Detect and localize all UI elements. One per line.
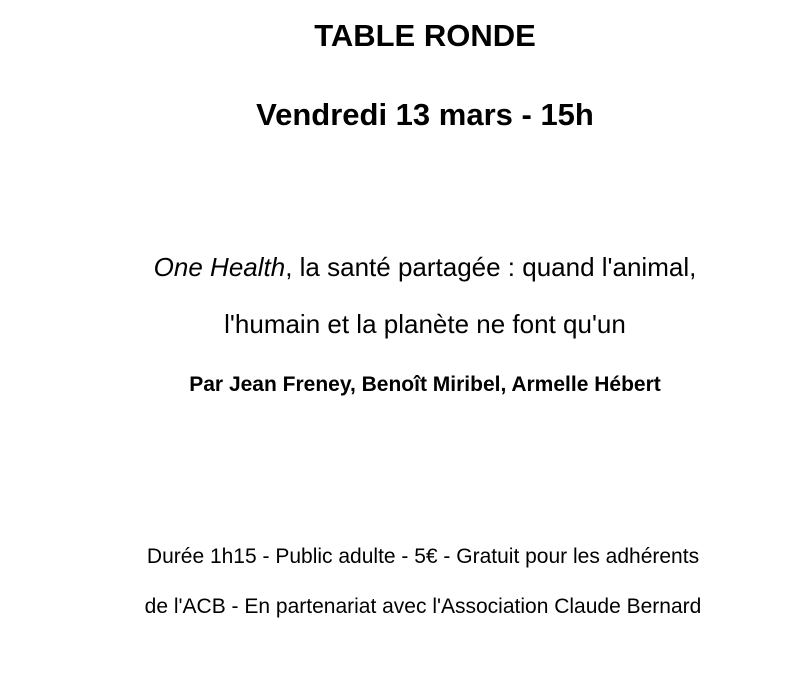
- talk-title-rest: , la santé partagée : quand l'animal,: [285, 252, 697, 282]
- talk-title-line-2: l'humain et la planète ne font qu'un: [224, 309, 626, 339]
- speakers: Par Jean Freney, Benoît Miribel, Armelle Hébert: [189, 373, 661, 396]
- event-title: TABLE RONDE: [314, 18, 536, 53]
- info-line-1: Durée 1h15 - Public adulte - 5€ - Gratuit pour les adhérents: [146, 545, 700, 568]
- info-line-2: de l'ACB - En partenariat avec l'Association Claude Bernard: [144, 595, 702, 618]
- talk-title-italic: One Health: [153, 252, 286, 282]
- event-date: Vendredi 13 mars - 15h: [256, 97, 594, 132]
- talk-title-line-1: [20, 252, 810, 283]
